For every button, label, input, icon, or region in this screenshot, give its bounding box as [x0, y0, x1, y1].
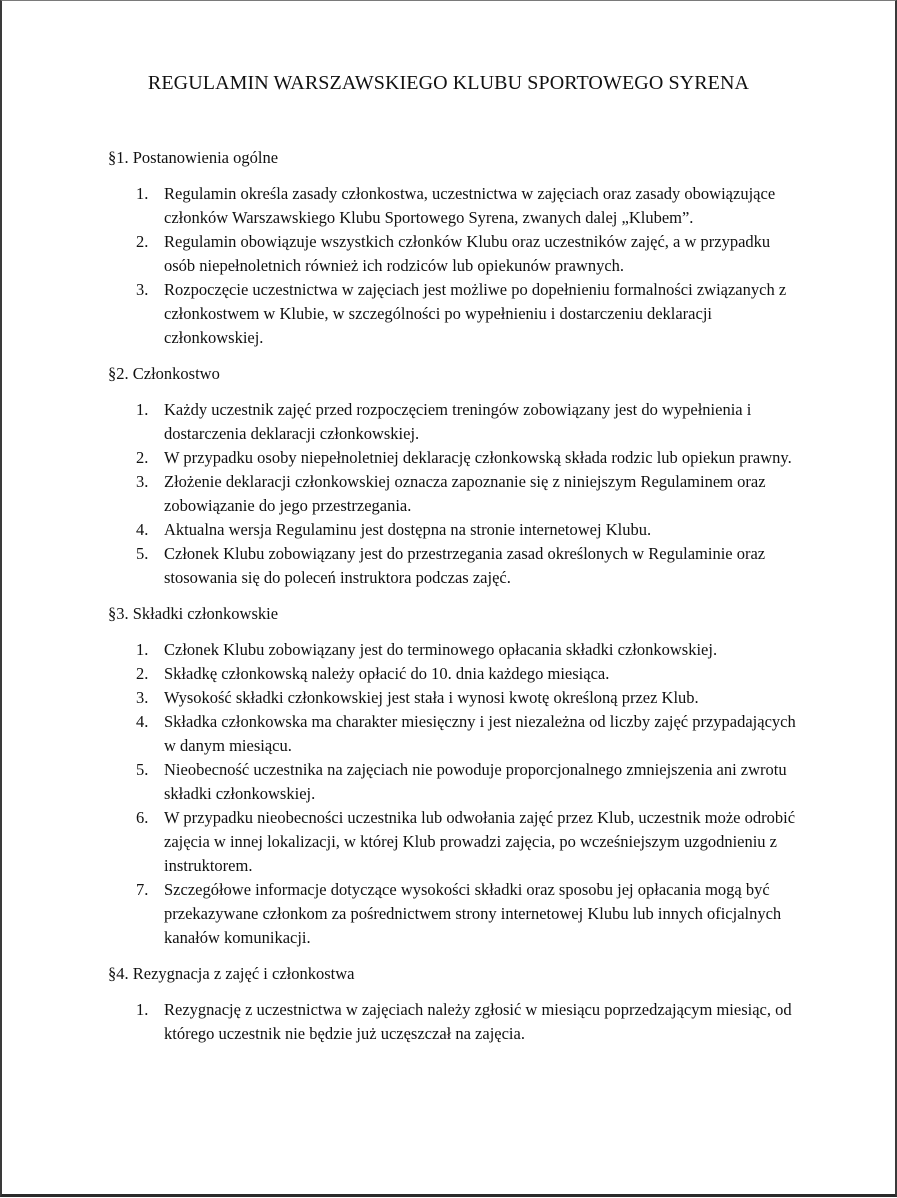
item-number: 1.	[136, 184, 149, 203]
item-text: Nieobecność uczestnika na zajęciach nie powoduje proporcjonalnego zmniejszenia ani zwrotu składki członkowskiej.	[164, 760, 787, 803]
document-title: REGULAMIN WARSZAWSKIEGO KLUBU SPORTOWEGO SYRENA	[147, 72, 750, 94]
item-text: W przypadku osoby niepełnoletniej deklarację członkowską składa rodzic lub opiekun prawny.	[164, 448, 792, 467]
item-number: 1.	[136, 640, 149, 659]
list-item	[108, 638, 798, 662]
section-3	[108, 602, 798, 950]
item-text: Członek Klubu zobowiązany jest do terminowego opłacania składki członkowskiej.	[164, 640, 718, 659]
section-items	[108, 998, 798, 1046]
list-item	[108, 518, 798, 542]
section-4	[108, 962, 798, 1046]
item-number: 2.	[136, 664, 149, 683]
item-number: 4.	[136, 712, 149, 731]
list-item	[108, 710, 798, 758]
item-text: Składka członkowska ma charakter miesięczny i jest niezależna od liczby zajęć przypadających w danym miesiącu.	[164, 712, 796, 755]
list-item	[108, 662, 798, 686]
item-number: 5.	[136, 760, 149, 779]
section-1	[108, 146, 798, 350]
item-text: Złożenie deklaracji członkowskiej oznacza zapoznanie się z niniejszym Regulaminem oraz zobowiązanie do jego przestrzegania.	[164, 472, 766, 515]
list-item	[108, 806, 798, 878]
item-number: 3.	[136, 280, 149, 299]
item-text: W przypadku nieobecności uczestnika lub odwołania zajęć przez Klub, uczestnik może odrobić zajęcia w innej lokalizacji, w której Klub prowadzi zajęcia, po wcześniejszym uzgodnieniu z instruktorem.	[164, 808, 796, 875]
list-item	[108, 758, 798, 806]
item-number: 3.	[136, 472, 149, 491]
item-text: Rozpoczęcie uczestnictwa w zajęciach jest możliwe po dopełnieniu formalności związanych z członkostwem w Klubie, w szczególności po wypełnieniu i dostarczeniu deklaracji członkowskiej.	[164, 280, 787, 347]
item-number: 3.	[136, 688, 149, 707]
item-text: Składkę członkowską należy opłacić do 10. dnia każdego miesiąca.	[164, 664, 610, 683]
section-heading: §2. Członkostwo	[108, 364, 220, 383]
item-text: Wysokość składki członkowskiej jest stała i wynosi kwotę określoną przez Klub.	[164, 688, 699, 707]
list-item	[108, 998, 798, 1046]
item-number: 4.	[136, 520, 149, 539]
section-items	[108, 638, 798, 950]
document-body	[108, 146, 798, 1058]
item-number: 2.	[136, 448, 149, 467]
item-text: Regulamin określa zasady członkostwa, uczestnictwa w zajęciach oraz zasady obowiązujące członków Warszawskiego Klubu Sportowego Syrena, zwanych dalej „Klubem”.	[164, 184, 776, 227]
item-text: Aktualna wersja Regulaminu jest dostępna na stronie internetowej Klubu.	[164, 520, 652, 539]
item-text: Członek Klubu zobowiązany jest do przestrzegania zasad określonych w Regulaminie oraz stosowania się do poleceń instruktora podczas zajęć.	[164, 544, 766, 587]
item-number: 1.	[136, 400, 149, 419]
item-number: 7.	[136, 880, 149, 899]
list-item	[108, 230, 798, 278]
section-2	[108, 362, 798, 590]
list-item	[108, 278, 798, 350]
item-number: 2.	[136, 232, 149, 251]
section-heading: §1. Postanowienia ogólne	[108, 148, 279, 167]
section-items	[108, 398, 798, 590]
list-item	[108, 470, 798, 518]
list-item	[108, 182, 798, 230]
item-number: 5.	[136, 544, 149, 563]
list-item	[108, 878, 798, 950]
item-number: 1.	[136, 1000, 149, 1019]
item-number: 6.	[136, 808, 149, 827]
section-heading: §3. Składki członkowskie	[108, 604, 279, 623]
item-text: Szczegółowe informacje dotyczące wysokości składki oraz sposobu jej opłacania mogą być przekazywane członkom za pośrednictwem strony internetowej Klubu lub innych oficjalnych kanałów komunikacji.	[164, 880, 782, 947]
list-item	[108, 446, 798, 470]
list-item	[108, 542, 798, 590]
section-items	[108, 182, 798, 350]
list-item	[108, 398, 798, 446]
item-text: Regulamin obowiązuje wszystkich członków Klubu oraz uczestników zajęć, a w przypadku osób niepełnoletnich również ich rodziców lub opiekunów prawnych.	[164, 232, 771, 275]
list-item	[108, 686, 798, 710]
section-heading: §4. Rezygnacja z zajęć i członkostwa	[108, 964, 355, 983]
item-text: Każdy uczestnik zajęć przed rozpoczęciem treningów zobowiązany jest do wypełnienia i dostarczenia deklaracji członkowskiej.	[164, 400, 752, 443]
item-text: Rezygnację z uczestnictwa w zajęciach należy zgłosić w miesiącu poprzedzającym miesiąc, od którego uczestnik nie będzie już uczęszczał na zajęcia.	[164, 1000, 792, 1043]
